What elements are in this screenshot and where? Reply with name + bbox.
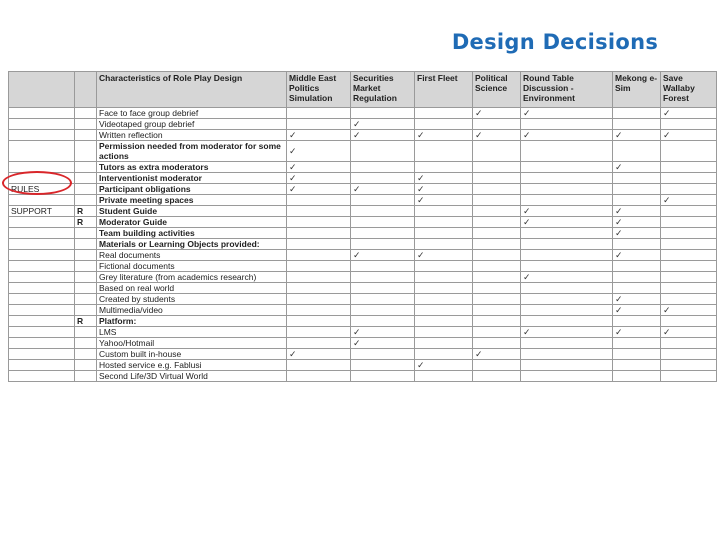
empty-cell — [287, 250, 351, 261]
empty-cell — [287, 217, 351, 228]
checkmark-cell: ✓ — [415, 130, 473, 141]
empty-cell — [287, 272, 351, 283]
empty-cell — [473, 141, 521, 162]
empty-cell — [415, 141, 473, 162]
table-row — [9, 217, 717, 228]
empty-cell — [521, 294, 613, 305]
checkmark-cell: ✓ — [613, 250, 661, 261]
header-col-5: Round Table Discussion - Environment — [521, 72, 613, 108]
empty-cell — [661, 162, 717, 173]
empty-cell — [521, 119, 613, 130]
row-r-marker — [75, 349, 97, 360]
empty-cell — [351, 360, 415, 371]
row-section-label: RULES — [9, 184, 75, 195]
empty-cell — [351, 206, 415, 217]
table-row — [9, 228, 717, 239]
table-row — [9, 338, 717, 349]
table-row — [9, 195, 717, 206]
empty-cell — [473, 239, 521, 250]
row-characteristic-label: Created by students — [97, 294, 287, 305]
table-row — [9, 108, 717, 119]
header-characteristics: Characteristics of Role Play Design — [97, 72, 287, 108]
row-characteristic-label: Permission needed from moderator for some actions — [97, 141, 287, 162]
checkmark-cell: ✓ — [613, 305, 661, 316]
empty-cell — [521, 162, 613, 173]
empty-cell — [415, 228, 473, 239]
empty-cell — [287, 294, 351, 305]
empty-cell — [521, 305, 613, 316]
empty-cell — [351, 108, 415, 119]
empty-cell — [661, 294, 717, 305]
checkmark-cell: ✓ — [351, 119, 415, 130]
row-r-marker — [75, 228, 97, 239]
empty-cell — [287, 360, 351, 371]
empty-cell — [661, 217, 717, 228]
row-characteristic-label: Team building activities — [97, 228, 287, 239]
checkmark-cell: ✓ — [351, 327, 415, 338]
empty-cell — [613, 272, 661, 283]
row-r-marker — [75, 141, 97, 162]
empty-cell — [415, 283, 473, 294]
table-row — [9, 349, 717, 360]
empty-cell — [415, 272, 473, 283]
empty-cell — [521, 316, 613, 327]
empty-cell — [661, 349, 717, 360]
empty-cell — [287, 119, 351, 130]
row-section-label — [9, 141, 75, 162]
row-section-label — [9, 261, 75, 272]
empty-cell — [351, 305, 415, 316]
row-characteristic-label: Hosted service e.g. Fablusi — [97, 360, 287, 371]
empty-cell — [521, 173, 613, 184]
checkmark-cell: ✓ — [473, 108, 521, 119]
empty-cell — [473, 206, 521, 217]
empty-cell — [287, 239, 351, 250]
row-characteristic-label: Tutors as extra moderators — [97, 162, 287, 173]
table-row — [9, 239, 717, 250]
row-section-label — [9, 239, 75, 250]
checkmark-cell: ✓ — [521, 130, 613, 141]
empty-cell — [473, 283, 521, 294]
row-characteristic-label: Student Guide — [97, 206, 287, 217]
table-row — [9, 119, 717, 130]
row-r-marker — [75, 327, 97, 338]
row-section-label — [9, 228, 75, 239]
row-r-marker — [75, 305, 97, 316]
header-side-blank — [9, 72, 75, 108]
table-row — [9, 305, 717, 316]
row-r-marker — [75, 360, 97, 371]
design-decisions-table — [8, 71, 717, 382]
checkmark-cell: ✓ — [415, 195, 473, 206]
checkmark-cell: ✓ — [613, 228, 661, 239]
checkmark-cell: ✓ — [415, 250, 473, 261]
row-section-label — [9, 119, 75, 130]
empty-cell — [415, 294, 473, 305]
checkmark-cell: ✓ — [521, 327, 613, 338]
empty-cell — [473, 195, 521, 206]
empty-cell — [521, 239, 613, 250]
checkmark-cell: ✓ — [661, 195, 717, 206]
checkmark-cell: ✓ — [521, 108, 613, 119]
empty-cell — [415, 162, 473, 173]
empty-cell — [287, 316, 351, 327]
row-r-marker: R — [75, 206, 97, 217]
checkmark-cell: ✓ — [613, 130, 661, 141]
row-section-label — [9, 349, 75, 360]
row-section-label — [9, 371, 75, 382]
empty-cell — [613, 173, 661, 184]
checkmark-cell: ✓ — [351, 250, 415, 261]
checkmark-cell: ✓ — [521, 206, 613, 217]
row-characteristic-label: Interventionist moderator — [97, 173, 287, 184]
empty-cell — [521, 195, 613, 206]
checkmark-cell: ✓ — [661, 108, 717, 119]
checkmark-cell: ✓ — [415, 173, 473, 184]
checkmark-cell: ✓ — [287, 349, 351, 360]
empty-cell — [351, 294, 415, 305]
empty-cell — [351, 217, 415, 228]
checkmark-cell: ✓ — [351, 130, 415, 141]
header-col-6: Mekong e-Sim — [613, 72, 661, 108]
table-row — [9, 141, 717, 162]
row-characteristic-label: Written reflection — [97, 130, 287, 141]
empty-cell — [473, 371, 521, 382]
empty-cell — [415, 338, 473, 349]
row-section-label: SUPPORT — [9, 206, 75, 217]
checkmark-cell: ✓ — [661, 305, 717, 316]
empty-cell — [473, 228, 521, 239]
row-section-label — [9, 108, 75, 119]
row-characteristic-label: Private meeting spaces — [97, 195, 287, 206]
row-r-marker — [75, 250, 97, 261]
empty-cell — [661, 371, 717, 382]
row-section-label — [9, 294, 75, 305]
checkmark-cell: ✓ — [287, 173, 351, 184]
empty-cell — [287, 195, 351, 206]
empty-cell — [613, 119, 661, 130]
empty-cell — [287, 327, 351, 338]
table-row — [9, 371, 717, 382]
empty-cell — [613, 261, 661, 272]
empty-cell — [661, 250, 717, 261]
row-characteristic-label: Materials or Learning Objects provided: — [97, 239, 287, 250]
row-characteristic-label: Grey literature (from academics research) — [97, 272, 287, 283]
empty-cell — [521, 228, 613, 239]
row-characteristic-label: Yahoo/Hotmail — [97, 338, 287, 349]
header-col-2: Securities Market Regulation — [351, 72, 415, 108]
row-section-label — [9, 217, 75, 228]
table-row — [9, 250, 717, 261]
empty-cell — [661, 338, 717, 349]
empty-cell — [613, 349, 661, 360]
empty-cell — [351, 162, 415, 173]
checkmark-cell: ✓ — [661, 327, 717, 338]
row-characteristic-label: Fictional documents — [97, 261, 287, 272]
empty-cell — [661, 272, 717, 283]
table-row — [9, 316, 717, 327]
table-header-row — [9, 72, 717, 108]
empty-cell — [613, 283, 661, 294]
empty-cell — [415, 119, 473, 130]
empty-cell — [351, 173, 415, 184]
checkmark-cell: ✓ — [287, 141, 351, 162]
empty-cell — [415, 108, 473, 119]
row-r-marker — [75, 272, 97, 283]
row-r-marker: R — [75, 217, 97, 228]
empty-cell — [473, 338, 521, 349]
empty-cell — [661, 173, 717, 184]
empty-cell — [287, 338, 351, 349]
empty-cell — [415, 316, 473, 327]
table-row — [9, 184, 717, 195]
checkmark-cell: ✓ — [287, 162, 351, 173]
table-row — [9, 327, 717, 338]
checkmark-cell: ✓ — [661, 130, 717, 141]
row-r-marker — [75, 239, 97, 250]
empty-cell — [351, 283, 415, 294]
header-col-7: Save Wallaby Forest — [661, 72, 717, 108]
empty-cell — [661, 184, 717, 195]
empty-cell — [521, 371, 613, 382]
empty-cell — [521, 338, 613, 349]
row-characteristic-label: Platform: — [97, 316, 287, 327]
empty-cell — [473, 162, 521, 173]
row-r-marker: R — [75, 316, 97, 327]
row-section-label — [9, 327, 75, 338]
row-section-label — [9, 272, 75, 283]
row-r-marker — [75, 119, 97, 130]
row-r-marker — [75, 283, 97, 294]
checkmark-cell: ✓ — [613, 327, 661, 338]
row-section-label — [9, 130, 75, 141]
empty-cell — [473, 294, 521, 305]
empty-cell — [521, 360, 613, 371]
checkmark-cell: ✓ — [473, 130, 521, 141]
row-section-label — [9, 316, 75, 327]
empty-cell — [613, 338, 661, 349]
empty-cell — [613, 184, 661, 195]
checkmark-cell: ✓ — [521, 272, 613, 283]
row-characteristic-label: Multimedia/video — [97, 305, 287, 316]
empty-cell — [287, 228, 351, 239]
row-characteristic-label: LMS — [97, 327, 287, 338]
row-r-marker — [75, 195, 97, 206]
checkmark-cell: ✓ — [613, 162, 661, 173]
empty-cell — [473, 316, 521, 327]
empty-cell — [521, 141, 613, 162]
empty-cell — [415, 371, 473, 382]
empty-cell — [415, 206, 473, 217]
table-row — [9, 173, 717, 184]
checkmark-cell: ✓ — [473, 349, 521, 360]
empty-cell — [473, 250, 521, 261]
row-characteristic-label: Face to face group debrief — [97, 108, 287, 119]
checkmark-cell: ✓ — [287, 130, 351, 141]
row-characteristic-label: Videotaped group debrief — [97, 119, 287, 130]
empty-cell — [351, 228, 415, 239]
row-r-marker — [75, 261, 97, 272]
table-row — [9, 261, 717, 272]
empty-cell — [661, 316, 717, 327]
row-r-marker — [75, 130, 97, 141]
empty-cell — [521, 261, 613, 272]
table-row — [9, 162, 717, 173]
table-row — [9, 130, 717, 141]
empty-cell — [473, 217, 521, 228]
table-row — [9, 206, 717, 217]
empty-cell — [351, 239, 415, 250]
checkmark-cell: ✓ — [415, 360, 473, 371]
row-r-marker — [75, 371, 97, 382]
row-characteristic-label: Moderator Guide — [97, 217, 287, 228]
table-row — [9, 360, 717, 371]
row-r-marker — [75, 173, 97, 184]
empty-cell — [287, 371, 351, 382]
empty-cell — [613, 360, 661, 371]
header-r-blank — [75, 72, 97, 108]
empty-cell — [473, 173, 521, 184]
row-section-label — [9, 338, 75, 349]
empty-cell — [287, 206, 351, 217]
empty-cell — [613, 141, 661, 162]
row-characteristic-label: Custom built in-house — [97, 349, 287, 360]
empty-cell — [661, 206, 717, 217]
empty-cell — [661, 360, 717, 371]
row-r-marker — [75, 108, 97, 119]
empty-cell — [521, 184, 613, 195]
row-section-label — [9, 305, 75, 316]
empty-cell — [287, 108, 351, 119]
row-section-label — [9, 283, 75, 294]
empty-cell — [473, 360, 521, 371]
row-section-label — [9, 360, 75, 371]
empty-cell — [351, 349, 415, 360]
empty-cell — [613, 316, 661, 327]
row-section-label — [9, 195, 75, 206]
row-characteristic-label: Second Life/3D Virtual World — [97, 371, 287, 382]
empty-cell — [351, 371, 415, 382]
checkmark-cell: ✓ — [415, 184, 473, 195]
empty-cell — [287, 305, 351, 316]
empty-cell — [473, 184, 521, 195]
empty-cell — [661, 228, 717, 239]
empty-cell — [473, 272, 521, 283]
empty-cell — [613, 371, 661, 382]
header-col-3: First Fleet — [415, 72, 473, 108]
empty-cell — [351, 272, 415, 283]
empty-cell — [521, 283, 613, 294]
empty-cell — [473, 327, 521, 338]
empty-cell — [287, 283, 351, 294]
row-r-marker — [75, 162, 97, 173]
empty-cell — [415, 261, 473, 272]
checkmark-cell: ✓ — [287, 184, 351, 195]
header-col-1: Middle East Politics Simulation — [287, 72, 351, 108]
empty-cell — [661, 283, 717, 294]
empty-cell — [415, 327, 473, 338]
slide-title: Design Decisions — [451, 30, 659, 54]
empty-cell — [287, 261, 351, 272]
empty-cell — [661, 119, 717, 130]
table-row — [9, 294, 717, 305]
row-characteristic-label: Real documents — [97, 250, 287, 261]
row-section-label — [9, 250, 75, 261]
header-col-4: Political Science — [473, 72, 521, 108]
empty-cell — [613, 239, 661, 250]
empty-cell — [351, 141, 415, 162]
empty-cell — [415, 239, 473, 250]
empty-cell — [661, 239, 717, 250]
checkmark-cell: ✓ — [613, 206, 661, 217]
row-r-marker — [75, 294, 97, 305]
checkmark-cell: ✓ — [351, 184, 415, 195]
checkmark-cell: ✓ — [613, 294, 661, 305]
empty-cell — [473, 261, 521, 272]
checkmark-cell: ✓ — [351, 338, 415, 349]
row-r-marker — [75, 184, 97, 195]
empty-cell — [351, 316, 415, 327]
empty-cell — [473, 119, 521, 130]
empty-cell — [415, 217, 473, 228]
row-characteristic-label: Based on real world — [97, 283, 287, 294]
empty-cell — [473, 305, 521, 316]
row-characteristic-label: Participant obligations — [97, 184, 287, 195]
checkmark-cell: ✓ — [521, 217, 613, 228]
empty-cell — [351, 261, 415, 272]
row-r-marker — [75, 338, 97, 349]
empty-cell — [521, 349, 613, 360]
empty-cell — [351, 195, 415, 206]
empty-cell — [613, 195, 661, 206]
table-row — [9, 283, 717, 294]
empty-cell — [613, 108, 661, 119]
table-row — [9, 272, 717, 283]
checkmark-cell: ✓ — [613, 217, 661, 228]
empty-cell — [415, 305, 473, 316]
empty-cell — [661, 261, 717, 272]
empty-cell — [415, 349, 473, 360]
empty-cell — [661, 141, 717, 162]
empty-cell — [521, 250, 613, 261]
rules-highlight-circle — [2, 171, 72, 195]
